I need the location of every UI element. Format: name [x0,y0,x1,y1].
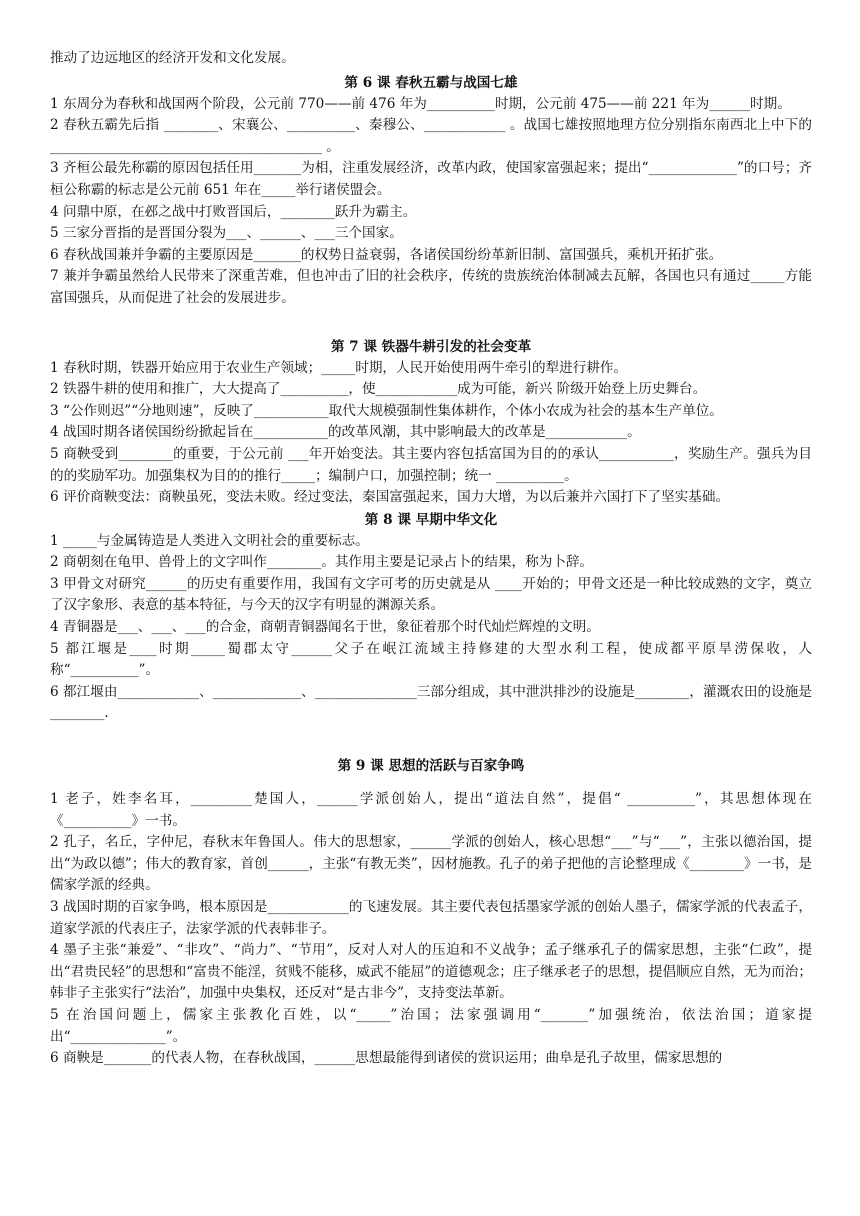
lesson-6-question-2: 2 春秋五霸先后指 ________、宋襄公、__________、秦穆公、____________ 。战国七雄按照地理方位分别指东南西北上中下的 ________________________________________ 。 [50,117,812,155]
lesson-6-heading: 第 6 课 春秋五霸与战国七雄 [344,74,518,91]
lesson-9-section [50,755,812,1070]
lesson-9-question-3: 3 战国时期的百家争鸣，根本原因是____________的飞速发展。其主要代表包括墨家学派的创始人墨子，儒家学派的代表孟子，道家学派的代表庄子，法家学派的代表韩非子。 [50,899,812,937]
lesson-7-question-5: 5 商鞅受到________的重要，于公元前 ___年开始变法。其主要内容包括富国为目的的承认___________，奖励生产。强兵为目的的奖励军功。加强集权为目的的推行_____；编制户口，加强控制；统一 __________。 [50,445,812,484]
lesson-9-question-2: 2 孔子，名丘，字仲尼，春秋末年鲁国人。伟大的思想家，______学派的创始人，核心思想“___”与“___”，主张以德治国，提出“为政以德”；伟大的教育家，首创______，主张“有教无类”，因材施教。孔子的弟子把他的言论整理成《________》一书，是儒家学派的经典。 [50,834,812,894]
lesson-6-question-3: 3 齐桓公最先称霸的原因包括任用_______为相，注重发展经济，改革内政，使国家富强起来；提出“_____________”的口号；齐桓公称霸的标志是公元前 651 年在_____举行诸侯盟会。 [50,160,812,198]
lesson-7-heading: 第 7 课 铁器牛耕引发的社会变革 [330,338,532,355]
lesson-8-question-2: 2 商朝刻在龟甲、兽骨上的文字叫作________。其作用主要是记录占卜的结果，称为卜辞。 [50,554,594,571]
lesson-8-heading: 第 8 课 早期中华文化 [364,511,498,528]
lesson-8-section [50,509,812,725]
lesson-9-question-5: 5 在治国问题上，儒家主张教化百姓，以“_____”治国；法家强调用“_______”加强统治，依法治国；道家提出“______________”。 [50,1006,812,1045]
lesson-7-question-6: 6 评价商鞅变法：商鞅虽死，变法未败。经过变法，秦国富强起来，国力大增，为以后兼并六国打下了坚实基础。 [50,489,730,506]
lesson-6-question-6: 6 春秋战国兼并争霸的主要原因是_______的权势日益衰弱，各诸侯国纷纷革新旧制、富国强兵，乘机开拓扩张。 [50,246,723,263]
lesson-9-question-6: 6 商鞅是_______的代表人物，在春秋战国，______思想最能得到诸侯的赏识运用；曲阜是孔子故里，儒家思想的 [50,1050,723,1067]
lesson-9-question-1: 1 老子，姓李名耳，_________楚国人，______学派创始人，提出“道法自然”，提倡“ __________”，其思想体现在《__________》一书。 [50,791,812,829]
intro-text: 推动了边远地区的经济开发和文化发展。 [50,50,295,66]
document-page [50,48,812,1070]
lesson-6-question-4: 4 问鼎中原，在邲之战中打败晋国后，________跃升为霸主。 [50,203,417,220]
lesson-7-question-4: 4 战国时期各诸侯国纷纷掀起旨在___________的改革风潮，其中影响最大的改革是____________。 [50,424,641,441]
lesson-6-section [50,72,812,310]
lesson-7-question-1: 1 春秋时期，铁器开始应用于农业生产领域；_____时期，人民开始使用两牛牵引的犁进行耕作。 [50,359,628,376]
lesson-6-question-1: 1 东周分为春秋和战国两个阶段，公元前 770——前 476 年为__________时期，公元前 475——前 221 年为______时期。 [50,95,791,112]
lesson-8-question-6: 6 都江堰由____________、_____________、_______________三部分组成，其中泄洪排沙的设施是________，灌溉农田的设施是________. [50,683,812,722]
lesson-9-question-4: 4 墨子主张“兼爱”、“非攻”、“尚力”、“节用”，反对人对人的压迫和不义战争；孟子继承孔子的儒家思想，主张“仁政”，提出“君贵民轻”的思想和“富贵不能淫，贫贱不能移，威武不能屈”的道德观念；庄子继承老子的思想，提倡顺应自然，无为而治；韩非子主张实行“法治”，加强中央集权，还反对“是古非今”，支持变法革新。 [50,942,812,1002]
lesson-6-question-7: 7 兼并争霸虽然给人民带来了深重苦难，但也冲击了旧的社会秩序，传统的贵族统治体制减去瓦解，各国也只有通过_____方能富国强兵，从而促进了社会的发展进步。 [50,268,812,306]
lesson-8-question-5: 5 都江堰是____时期_____蜀郡太守______父子在岷江流域主持修建的大型水利工程，使成都平原旱涝保收，人称“__________”。 [50,640,812,679]
lesson-7-question-3: 3 “公作则迟”“分地则速”，反映了___________取代大规模强制性集体耕作，个体小农成为社会的基本生产单位。 [50,402,723,419]
lesson-7-section [50,336,812,509]
lesson-8-question-1: 1 _____与金属铸造是人类进入文明社会的重要标志。 [50,532,369,549]
lesson-9-heading: 第 9 课 思想的活跃与百家争鸣 [337,758,525,775]
lesson-8-question-3: 3 甲骨文对研究______的历史有重要作用，我国有文字可考的历史就是从 ____开始的；甲骨文还是一种比较成熟的文字，奠立了汉字象形、表意的基本特征，与今天的汉字有明显的渊源关系。 [50,575,812,614]
lesson-7-question-2: 2 铁器牛耕的使用和推广，大大提高了__________，使____________成为可能，新兴 阶级开始登上历史舞台。 [50,381,707,398]
lesson-6-question-5: 5 三家分晋指的是晋国分裂为___、______、___三个国家。 [50,225,403,242]
lesson-8-question-4: 4 青铜器是___、___、___的合金，商朝青铜器闻名于世，象征着那个时代灿烂辉煌的文明。 [50,619,600,636]
